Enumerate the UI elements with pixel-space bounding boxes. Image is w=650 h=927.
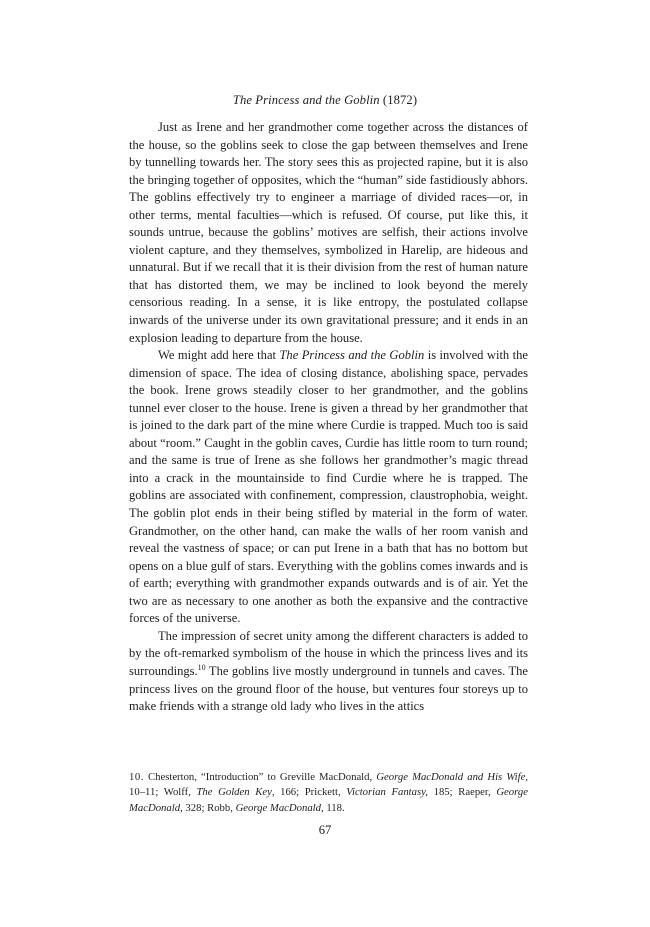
footnote-text-6: , 118.	[320, 801, 345, 814]
paragraph-2	[129, 347, 528, 628]
footnote-text-2: , 10–11; Wolff,	[129, 771, 528, 799]
footnote-text-3: , 166; Prickett,	[271, 786, 347, 799]
footnote-reference[interactable]: 10	[197, 662, 206, 672]
running-head-year: (1872)	[379, 93, 418, 107]
paragraph-2-part-a: We might add here that	[158, 348, 280, 363]
footnote-text-1: Chesterton, “Introduction” to Greville MacDonald,	[143, 771, 377, 783]
page-number: 67	[318, 823, 332, 837]
running-head	[0, 92, 650, 108]
paragraph-3	[129, 628, 528, 716]
paragraph-1: Just as Irene and her grandmother come together across the distances of the house, so the goblins seek to close the gap between themselves and Irene by tunnelling towards her. The story sees this as projected rapine, but it is also the bringing together of opposites, which the “human” side fastidiously abhors. The goblins effectively try to engineer a marriage of divided races—or, in other terms, mental faculties—which is refused. Of course, put like this, it sounds untrue, because the goblins’ motives are selfish, their actions involve violent capture, and they themselves, symbolized in Harelip, are hideous and unnatural. But if we recall that it is their division from the rest of human nature that has distorted them, we may be inclined to look beyond the merely censorious reading. In a sense, it is like entropy, the postulated collapse inwards of the universe under its own gravitational pressure; and it ends in an explosion leading to departure from the house.	[129, 120, 528, 345]
footnote-work-1: George MacDonald and His Wife	[376, 771, 526, 783]
footnote-work-4: George MacDonald	[129, 786, 528, 814]
paragraph-2-book-title: The Princess and the Goblin	[279, 348, 425, 363]
footnote-text-5: , 328; Robb,	[180, 801, 236, 814]
footnote-10	[129, 770, 528, 816]
paragraph-2-part-b: is involved with the dimension of space. The idea of closing distance, abolishing space, pervades the book. Irene grows steadily closer to her grandmother, and the goblins tunnel ever closer to the house. Irene is given a thread by her grandmother that is joined to the dark part of the mine where Curdie is trapped. Much too is said about “room.” Caught in the goblin caves, Curdie has little room to turn round; and the same is true of Irene as she follows her grandmother’s magic thread into a crack in the mountainside to find Curdie where he is trapped. The goblins are associated with confinement, compression, claustrophobia, weight. The goblin plot ends in their being stifled by material in the form of water. Grandmother, on the other hand, can make the walls of her room vanish and reveal the vastness of space; or can put Irene in a bath that has no bottom but opens on a blue gulf of stars. Everything with the goblins comes inwards and is of earth; everything with grandmother expands outwards and is of air. Yet the two are as necessary to one another as both the expansive and the contractive forces of the universe.	[129, 348, 528, 626]
footnote-work-3: Victorian Fantasy,	[346, 786, 428, 799]
footnote-number: 10.	[129, 771, 144, 783]
body-text	[129, 119, 528, 716]
footnote-work-2: The Golden Key	[196, 786, 272, 799]
paragraph-3-part-a: The impression of secret unity among the different characters is added to by the oft-remarked symbolism of the house in which the princess lives and its surroundings.	[129, 628, 528, 678]
footnote-work-5: George MacDonald	[235, 801, 321, 814]
footnote-text-4: 185; Raeper,	[427, 786, 497, 799]
running-head-title: The Princess and the Goblin	[232, 93, 380, 107]
paragraph-3-part-b: The goblins live mostly underground in tunnels and caves. The princess lives on the ground floor of the house, but ventures four storeys up to make friends with a strange old lady who lives in the attics	[129, 663, 528, 714]
